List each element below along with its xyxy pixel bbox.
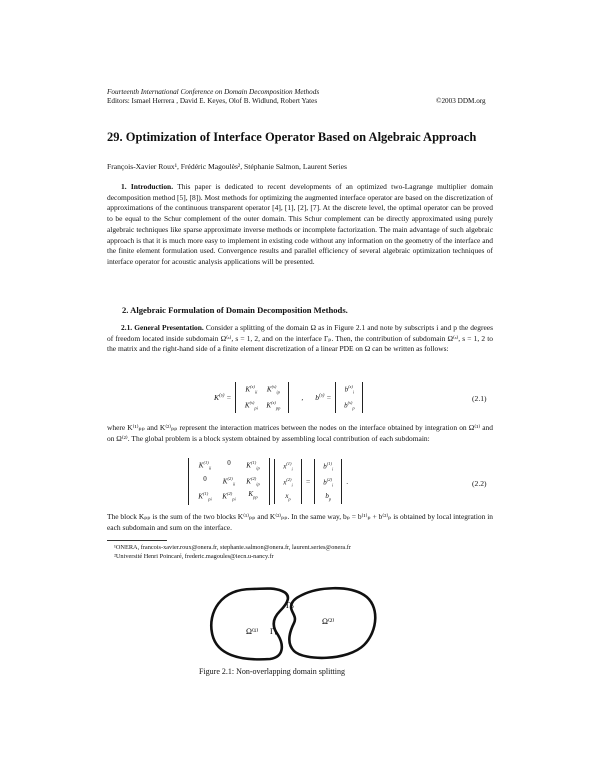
domain-splitting-figure <box>200 585 400 665</box>
equation-2-2-number: (2.2) <box>472 479 487 488</box>
introduction-text: This paper is dedicated to recent developments of an optimized two-Lagrange multiplier domain decomposition method [5], [8]). Most methods for optimizing the augmented interface operator are based on the discretization of approximations of the continuous transparent operator [4], [1], [2], [7]. At the discrete level, the optimal operator can be proved to be equal to the Schur complement of the outer domain. This Schur complement can be directly approximated using purely algebraic techniques like sparse approximate inverse methods or incomplete factorization. The main advantage of such algebraic approach is that it is much more easy to implement in existing code without any information on the geometry of the interface and the finite element formulation used. Convergence results and parallel efficiency of several algebraic optimization techniques of interface operator for acoustic analysis applications will be presented. <box>107 182 493 266</box>
figure-caption: Figure 2.1: Non-overlapping domain splitting <box>199 667 345 676</box>
footnote-rule <box>107 540 167 541</box>
editors-line: Editors: Ismael Herrera , David E. Keyes, Olof B. Widlund, Robert Yates <box>107 97 318 105</box>
footnote-2: ²Université Henri Poincaré, frederic.magoules@iecn.u-nancy.fr <box>114 553 274 560</box>
paper-title: 29. Optimization of Interface Operator Based on Algebraic Approach <box>107 130 477 144</box>
authors: François-Xavier Roux¹, Frédéric Magoulès², Stéphanie Salmon, Laurent Series <box>107 162 347 171</box>
section-2-heading: 2. Algebraic Formulation of Domain Decomposition Methods. <box>122 305 348 315</box>
block-sum-paragraph: The block Kₚₚ is the sum of the two blocks K⁽¹⁾ₚₚ and K⁽²⁾ₚₚ. In the same way, bₚ = b⁽¹⁾ₚ + b⁽²⁾ₚ is obtained by local integration in each subdomain and sum on the interface. <box>107 512 493 532</box>
equation-2-1: $K^{(s)}$ = $K^{(s)}_{ii}$ $K^{(s)}_{ip}$ $K^{(s)}_{pi}$ $K^{(s)}_{pp}$ , $b^{(s)}$ = $b^{(s)}_i$ $b^{(s)}_p$ <box>214 382 363 413</box>
equation-2-1-number: (2.1) <box>472 394 487 403</box>
omega-2-label: Ω⁽²⁾ <box>322 617 335 626</box>
conference-name: Fourteenth International Conference on Domain Decomposition Methods <box>107 88 320 96</box>
equation-2-2: $K^{(1)}_{ii}$ 0 $K^{(1)}_{ip}$ 0 $K^{(2)}_{ii}$ $K^{(2)}_{ip}$ $K^{(1)}_{pi}$ $K^{(2)}_{pi}$ $K_{pp}$ $x^{(1)}_i$ $x^{(2)}_i$ $x_p$ = $b^{(1)}_i$ $b^{(2)}_i$ $b_p$ . <box>188 458 348 505</box>
gamma-label-top: Γₚ <box>286 601 295 610</box>
introduction-heading: 1. Introduction. <box>121 182 174 191</box>
general-presentation-text: Consider a splitting of the domain Ω as in Figure 2.1 and note by subscripts i and p the degrees of freedom located inside subdomain Ω⁽ˢ⁾, s = 1, 2, and on the interface Γₚ. Then, the contribution of subdomain Ω⁽ˢ⁾, s = 1, 2 to the matrix and the right-hand side of a finite element discretization of a linear PDE on Ω can be written as follows: <box>107 323 494 354</box>
subdomain-1-outline <box>211 589 288 660</box>
introduction-paragraph <box>107 182 493 268</box>
interaction-paragraph: where K⁽¹⁾ₚₚ and K⁽²⁾ₚₚ represent the interaction matrices between the nodes on the interface obtained by integration on Ω⁽¹⁾ and on Ω⁽²⁾. The global problem is a block system obtained by assembling local contribution of each subdomain: <box>107 423 493 443</box>
copyright: ©2003 DDM.org <box>436 97 486 105</box>
general-presentation-paragraph <box>107 323 493 355</box>
subsection-heading: 2.1. General Presentation. <box>121 323 204 332</box>
omega-1-label: Ω⁽¹⁾ <box>246 627 259 636</box>
footnote-1: ¹ONERA, francois-xavier.roux@onera.fr, stephanie.salmon@onera.fr, laurent.series@onera.fr <box>114 544 351 551</box>
gamma-label-middle: Γₚ <box>270 627 279 636</box>
